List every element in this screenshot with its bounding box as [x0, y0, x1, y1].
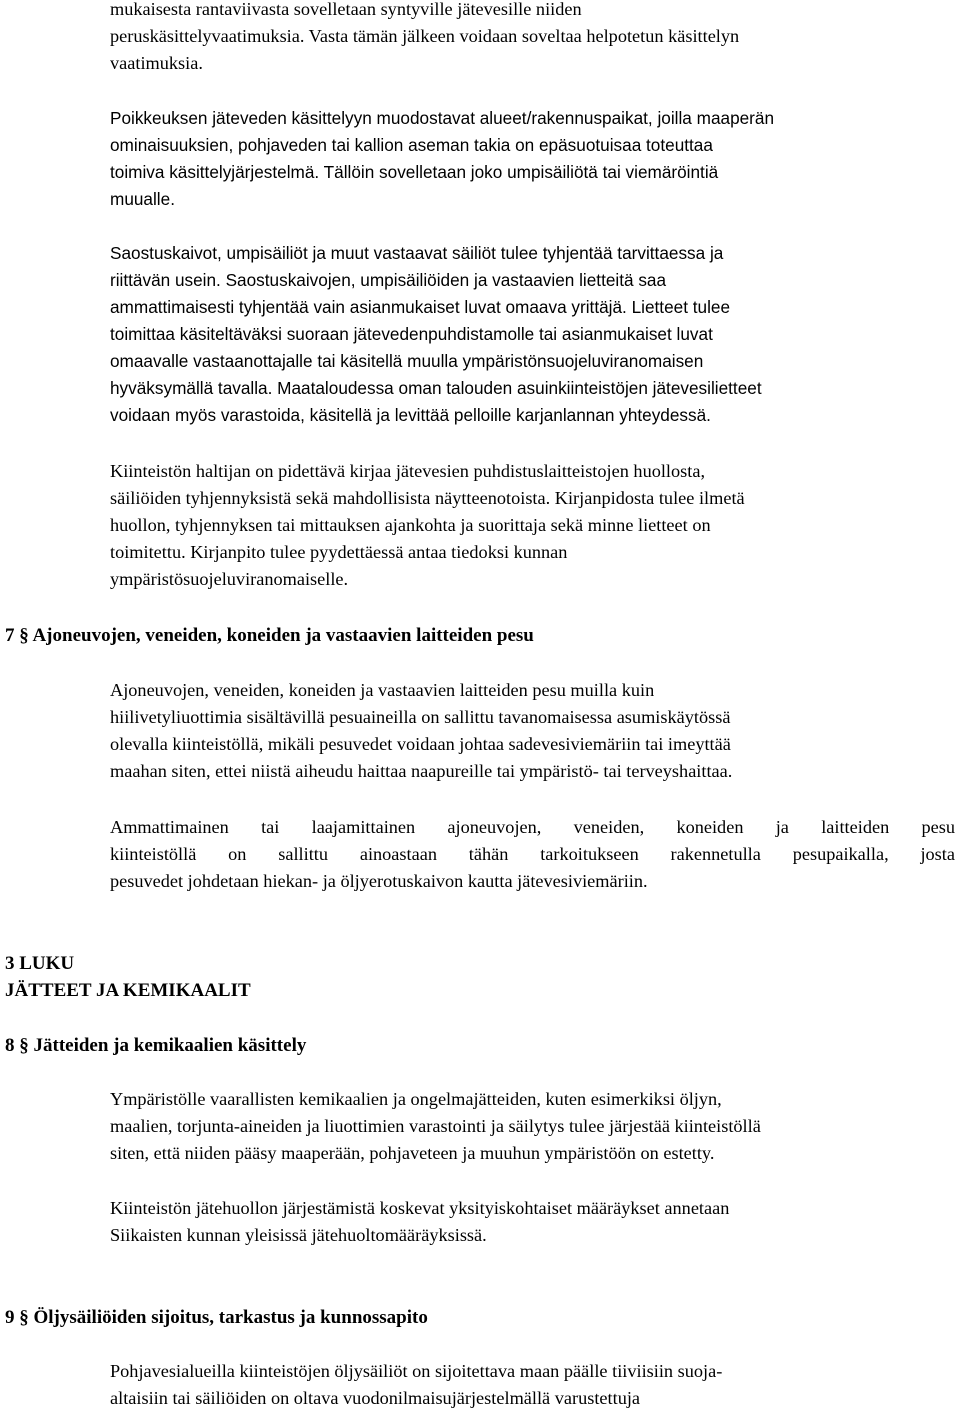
text-line: Ympäristölle vaarallisten kemikaalien ja ongelmajätteiden, kuten esimerkiksi öljyn, [110, 1089, 722, 1109]
section-7-heading: 7 § Ajoneuvojen, veneiden, koneiden ja vastaavien laitteiden pesu [5, 625, 534, 646]
section-9-heading: 9 § Öljysäiliöiden sijoitus, tarkastus ja kunnossapito [5, 1307, 428, 1328]
text-line: Kiinteistön jätehuollon järjestämistä koskevat yksityiskohtaiset määräykset annetaan [110, 1198, 730, 1218]
text-line: Siikaisten kunnan yleisissä jätehuoltomääräyksissä. [110, 1225, 487, 1245]
text-line: riittävän usein. Saostuskaivojen, umpisäiliöiden ja vastaavien lietteitä saa [110, 270, 667, 290]
text-line: ammattimaisesti tyhjentää vain asianmukaiset luvat omaava yrittäjä. Lietteet tulee [110, 297, 731, 317]
text-line: olevalla kiinteistöllä, mikäli pesuvedet voidaan johtaa sadevesiviemäriin tai imeyttää [110, 734, 731, 754]
text-line: pesuvedet johdetaan hiekan- ja öljyerotuskaivon kautta jätevesiviemäriin. [110, 871, 648, 891]
text-line: säiliöiden tyhjennyksistä sekä mahdollisista näytteenotoista. Kirjanpidosta tulee ilmetä [110, 488, 745, 508]
paragraph-ammattimainen [110, 814, 955, 895]
text-line: maahan siten, ettei niistä aiheudu haittaa naapureille tai ympäristö- tai terveyshaittaa. [110, 761, 733, 781]
text-line: ominaisuuksien, pohjaveden tai kallion aseman takia on epäsuotuisaa toteuttaa [110, 135, 713, 155]
text-line: Kiinteistön haltijan on pidettävä kirjaa jätevesien puhdistuslaitteistojen huollosta, [110, 461, 706, 481]
text-line: toimiva käsittelyjärjestelmä. Tällöin sovelletaan joko umpisäiliötä tai viemäröintiä [110, 162, 719, 182]
text-line: omaavalle vastaanottajalle tai käsitellä muulla ympäristönsuojeluviranomaisen [110, 351, 704, 371]
text-line: toimitettu. Kirjanpito tulee pyydettäessä antaa tiedoksi kunnan [110, 542, 568, 562]
text-line: ympäristösuojeluviranomaiselle. [110, 569, 349, 589]
text-line: mukaisesta rantaviivasta sovelletaan syntyville jätevesille niiden [110, 0, 582, 19]
text-line: hyväksymällä tavalla. Maataloudessa oman talouden asuinkiinteistöjen jätevesilietteet [110, 378, 762, 398]
section-8-heading: 8 § Jätteiden ja kemikaalien käsittely [5, 1035, 307, 1056]
text-line: hiilivetyliuottimia sisältävillä pesuaineilla on sallittu tavanomaisessa asumiskäytössä [110, 707, 731, 727]
text-line: vaatimuksia. [110, 53, 203, 73]
text-line: altaisiin tai säiliöiden on oltava vuodonilmaisujärjestelmällä varustettuja [110, 1388, 641, 1408]
text-line: Saostuskaivot, umpisäiliöt ja muut vastaavat säiliöt tulee tyhjentää tarvittaessa ja [110, 243, 724, 263]
text-line: Ajoneuvojen, veneiden, koneiden ja vastaavien laitteiden pesu muilla kuin [110, 680, 655, 700]
text-line: voidaan myös varastoida, käsitellä ja levittää pelloille karjanlannan yhteydessä. [110, 405, 711, 425]
text-line: toimittaa käsiteltäväksi suoraan jätevedenpuhdistamolle tai asianmukaiset luvat [110, 324, 713, 344]
paragraph-poikkeuksen [110, 105, 955, 213]
paragraph-saostuskaivot [110, 240, 955, 429]
text-line: huollon, tyhjennyksen tai mittauksen ajankohta ja suorittaja sekä minne lietteet on [110, 515, 711, 535]
text-line: Pohjavesialueilla kiinteistöjen öljysäiliöt on sijoitettava maan päälle tiiviisiin suoja- [110, 1361, 723, 1381]
text-line: Ammattimainen tai laajamittainen ajoneuvojen, veneiden, koneiden ja laitteiden pesu [110, 817, 955, 837]
paragraph-ajoneuvojen [110, 677, 955, 785]
text-line: muualle. [110, 189, 175, 209]
paragraph-pohjavesialueilla [110, 1358, 955, 1412]
text-line: maalien, torjunta-aineiden ja liuottimien varastointi ja säilytys tulee järjestää kiinteistöllä [110, 1116, 761, 1136]
text-line: siten, että niiden pääsy maaperään, pohjaveteen ja muuhun ympäristöön on estetty. [110, 1143, 715, 1163]
paragraph-ymparistolle [110, 1086, 955, 1167]
text-line: peruskäsittelyvaatimuksia. Vasta tämän jälkeen voidaan soveltaa helpotetun käsittelyn [110, 26, 740, 46]
paragraph-jatehuolto [110, 1195, 955, 1249]
text-line: Poikkeuksen jäteveden käsittelyyn muodostavat alueet/rakennuspaikat, joilla maaperän [110, 108, 775, 128]
paragraph-kiinteiston-haltijan [110, 458, 955, 593]
paragraph-top-continuation [110, 0, 955, 77]
text-line: kiinteistöllä on sallittu ainoastaan tähän tarkoitukseen rakennetulla pesupaikalla, josta [110, 844, 955, 864]
chapter-title: JÄTTEET JA KEMIKAALIT [5, 980, 251, 1001]
chapter-number: 3 LUKU [5, 953, 75, 974]
